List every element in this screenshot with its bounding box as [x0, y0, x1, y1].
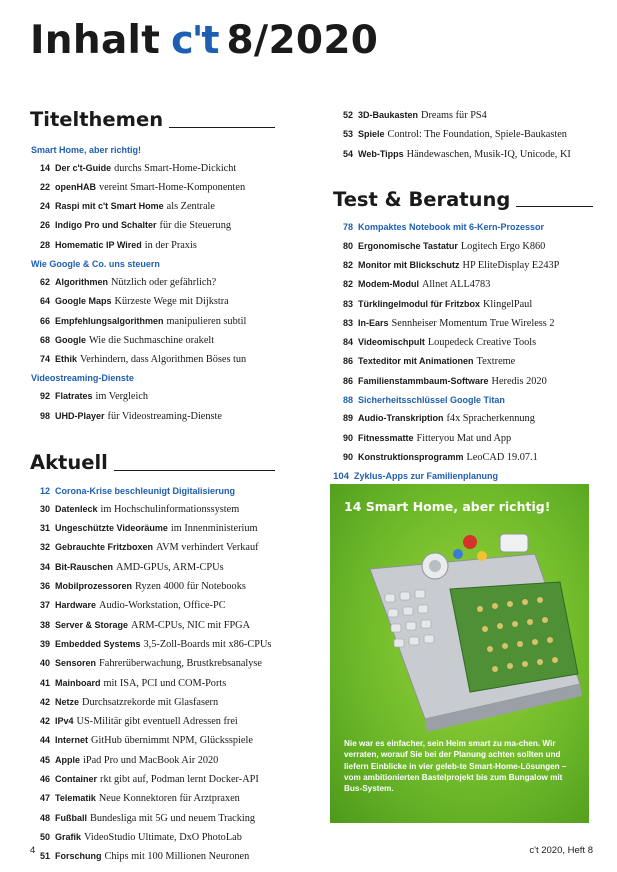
page-ref: 44 [39, 735, 50, 746]
entry-description: AMD-GPUs, ARM-CPUs [116, 561, 224, 573]
entry-description: im Vergleich [95, 391, 149, 403]
page-ref: 80 [342, 240, 353, 251]
entry-title: Zyklus-Apps zur Familienplanung [354, 471, 499, 482]
entry-description: KlingelPaul [483, 298, 533, 310]
entry-title: Bit-Rauschen [55, 561, 114, 572]
toc-entry[interactable] [333, 333, 593, 352]
entry-title: Ergonomische Tastatur [358, 240, 458, 251]
issue-info: c't 2020, Heft 8 [529, 845, 593, 856]
left-column [30, 110, 275, 867]
entry-title: Mainboard [55, 677, 101, 688]
page-ref: 53 [342, 129, 353, 140]
toc-entry[interactable] [30, 770, 275, 789]
section-rule [516, 206, 593, 207]
entry-title: Videomischpult [358, 337, 425, 348]
entry-description: Loupedeck Creative Tools [427, 337, 537, 349]
entry-description: 3,5-Zoll-Boards mit x86-CPUs [143, 638, 272, 650]
entry-description: Bundesliga mit 5G und neuem Tracking [90, 812, 256, 824]
entry-title: Indigo Pro und Schalter [55, 220, 157, 231]
entry-title: Web-Tipps [358, 148, 404, 159]
entry-description: Textreme [476, 356, 516, 368]
page-ref: 52 [342, 110, 353, 120]
page-ref: 90 [342, 432, 353, 443]
page-ref: 38 [39, 619, 50, 630]
toc-entry[interactable] [30, 828, 275, 847]
entry-title: Mobilprozessoren [55, 581, 133, 592]
entry-description: Logitech Ergo K860 [460, 240, 546, 252]
masthead [30, 16, 378, 64]
section-rule [169, 127, 275, 128]
toc-entry[interactable] [333, 145, 593, 164]
entry-description: Durchsatzrekorde mit Glasfasern [82, 696, 219, 708]
toc-entry[interactable] [30, 387, 275, 406]
page-ref: 42 [39, 696, 50, 707]
entry-title: Embedded Systems [55, 638, 141, 649]
entry-title: Grafik [55, 831, 82, 842]
entry-description: Dreams für PS4 [421, 110, 487, 121]
entry-title: Algorithmen [55, 276, 108, 287]
page-ref: 26 [39, 220, 50, 231]
toc-entry[interactable] [333, 372, 593, 391]
entry-description: Fitteryou Mat und App [416, 432, 512, 444]
entry-title: Ethik [55, 354, 78, 365]
entry-title: openHAB [55, 181, 96, 192]
page-ref: 28 [39, 239, 50, 250]
topic-group-label: Videostreaming-Dienste [31, 373, 134, 384]
toc-entry[interactable] [30, 482, 275, 500]
page-ref: 14 [39, 162, 50, 173]
toc-entry[interactable] [30, 407, 275, 426]
page-ref: 84 [342, 337, 353, 348]
page-ref: 40 [39, 658, 50, 669]
topic-group-label: Wie Google & Co. uns steuern [31, 258, 160, 269]
page-ref: 86 [342, 356, 353, 367]
entry-description: ARM-CPUs, NIC mit FPGA [131, 619, 251, 631]
page-ref: 45 [39, 754, 50, 765]
topic-group-label: Smart Home, aber richtig! [31, 144, 142, 155]
entry-description: Sennheiser Momentum True Wireless 2 [391, 317, 555, 329]
toc-entry[interactable] [30, 538, 275, 557]
page-ref: 64 [39, 296, 50, 307]
entry-title: Forschung [55, 851, 102, 862]
toc-entry[interactable] [333, 218, 593, 236]
toc-entry[interactable] [30, 273, 275, 292]
toc-entry[interactable] [30, 519, 275, 538]
page-ref: 66 [39, 315, 50, 326]
toc-entry[interactable] [30, 616, 275, 635]
entry-title: Server & Storage [55, 619, 129, 630]
page-ref: 90 [342, 451, 353, 462]
masthead-issue: 8/2020 [226, 17, 379, 63]
entry-title: Familienstammbaum-Software [358, 375, 489, 386]
page-ref: 48 [39, 812, 50, 823]
toc-entry[interactable] [30, 577, 275, 596]
page-ref: 74 [39, 354, 50, 365]
page-ref: 24 [39, 201, 50, 212]
toc-entry[interactable] [30, 751, 275, 770]
entry-title: Gebrauchte Fritzboxen [55, 542, 154, 553]
page-number: 4 [30, 845, 36, 856]
page-ref: 47 [39, 793, 50, 804]
entry-description: für die Steuerung [159, 220, 232, 232]
section-rule [114, 470, 275, 471]
entry-description: in der Praxis [144, 239, 197, 251]
section-heading: Test & Beratung [333, 187, 511, 211]
ct-logo: c't [171, 18, 218, 62]
toc-entry[interactable] [30, 350, 275, 369]
page-ref: 22 [39, 181, 50, 192]
entry-title: IPv4 [55, 716, 74, 727]
page-ref: 34 [39, 561, 50, 572]
entry-title: Hardware [55, 600, 97, 611]
cover-text: Nie war es einfacher, sein Heim smart zu ma-chen. Wir verraten, worauf Sie bei der Planung achten sollten und liefern Einblicke in vier geleb-te Smart-Home-Lösungen – vom ambitionierten Bastelprojekt bis zum Bungalow mit Bus-System. [344, 739, 567, 794]
page-ref: 83 [342, 317, 353, 328]
section-heading: Titelthemen [30, 108, 164, 131]
toc-entry[interactable] [30, 312, 275, 331]
entry-title: Telematik [55, 793, 96, 804]
entry-title: Raspi mit c't Smart Home [55, 201, 164, 212]
toc-entry[interactable] [333, 275, 593, 294]
page-ref: 36 [39, 581, 50, 592]
entry-description: f4x Spracherkennung [446, 413, 535, 425]
entry-title: Corona-Krise beschleunigt Digitalisierung [55, 485, 236, 496]
entry-title: Internet [55, 735, 89, 746]
page-ref: 104 [333, 471, 349, 483]
entry-title: Kompaktes Notebook mit 6-Kern-Prozessor [358, 222, 545, 233]
toc-entry[interactable] [333, 352, 593, 371]
toc-entry[interactable] [333, 409, 593, 428]
page-ref: 68 [39, 334, 50, 345]
entry-title: Ungeschützte Videoräume [55, 523, 168, 534]
entry-title: Netze [55, 696, 80, 707]
page-ref: 30 [39, 503, 50, 514]
entry-description: manipulieren subtil [166, 315, 247, 327]
entry-description: VideoStudio Ultimate, DxO PhotoLab [84, 831, 242, 843]
page-ref: 98 [39, 410, 50, 421]
toc-entry[interactable] [30, 159, 275, 178]
entry-title: Google Maps [55, 296, 112, 307]
toc-entry[interactable] [30, 635, 275, 654]
page-ref: 41 [39, 677, 50, 688]
entry-title: Türklingelmodul für Fritzbox [358, 298, 480, 309]
entry-title: Homematic IP Wired [55, 239, 142, 250]
toc-entry[interactable] [30, 654, 275, 673]
toc-entry[interactable] [30, 847, 275, 866]
entry-title: Fußball [55, 812, 87, 823]
entry-description: Control: The Foundation, Spiele-Baukasten [387, 129, 567, 141]
toc-entry[interactable] [30, 197, 275, 216]
page-ref: 83 [342, 298, 353, 309]
entry-description: Verhindern, dass Algorithmen Böses tun [80, 354, 247, 366]
page-ref: 46 [39, 774, 50, 785]
entry-title: Apple [55, 754, 81, 765]
entry-description: Chips mit 100 Millionen Neuronen [104, 851, 250, 863]
toc-entry[interactable] [30, 292, 275, 311]
toc-entry[interactable] [30, 674, 275, 693]
section-aktuell [30, 453, 275, 473]
entry-description: LeoCAD 19.07.1 [466, 451, 538, 463]
page-ref: 89 [342, 413, 353, 424]
toc-entry[interactable] [30, 236, 275, 255]
entry-description: für Videostreaming-Dienste [107, 410, 222, 422]
entry-title: 3D-Baukasten [358, 110, 419, 120]
entry-title: Spiele [358, 129, 385, 140]
toc-entry[interactable] [333, 237, 593, 256]
entry-description: Wie die Suchmaschine orakelt [89, 334, 215, 346]
page-ref: 92 [39, 391, 50, 402]
toc-entry[interactable] [333, 256, 593, 275]
entry-description: Audio-Workstation, Office-PC [99, 600, 226, 612]
page-ref: 50 [39, 831, 50, 842]
entry-description: im Hochschulinformationssystem [100, 503, 240, 515]
entry-description: HP EliteDisplay E243P [462, 259, 560, 271]
toc-entry[interactable] [333, 429, 593, 448]
entry-description: Ryzen 4000 für Notebooks [135, 581, 246, 593]
entry-description: Händewaschen, Musik-IQ, Unicode, KI [406, 148, 571, 160]
cover-teaser[interactable] [330, 484, 589, 823]
page-ref: 31 [39, 523, 50, 534]
toc-entry[interactable] [333, 106, 593, 125]
entry-description: Neue Konnektoren für Arztpraxen [98, 793, 240, 805]
right-column [333, 110, 593, 487]
entry-description: als Zentrale [166, 201, 215, 213]
toc-entry[interactable] [30, 558, 275, 577]
entry-title: Texteditor mit Animationen [358, 356, 474, 367]
entry-description: Allnet ALL4783 [422, 279, 491, 291]
entry-title: UHD-Player [55, 410, 105, 421]
entry-title: Sicherheitsschlüssel Google Titan [358, 395, 505, 406]
entry-description: Kürzeste Wege mit Dijkstra [114, 296, 229, 308]
entry-title: Sensoren [55, 658, 97, 669]
toc-entry[interactable] [333, 314, 593, 333]
entry-title: Google [55, 334, 86, 345]
entry-description: rkt gibt auf, Podman lernt Docker-API [100, 774, 259, 786]
toc-entry[interactable] [30, 809, 275, 828]
toc-entry[interactable] [30, 500, 275, 519]
toc-entry[interactable] [30, 731, 275, 750]
page-ref: 54 [342, 148, 353, 159]
cover-title: 14 Smart Home, aber richtig! [344, 499, 551, 514]
entry-description: iPad Pro und MacBook Air 2020 [83, 754, 219, 766]
toc-entry[interactable] [333, 295, 593, 314]
entry-title: Der c't-Guide [55, 162, 112, 173]
entry-description: im Innenministerium [170, 523, 258, 535]
toc-entry[interactable] [333, 125, 593, 144]
entry-title: Audio-Transkription [358, 413, 444, 424]
toc-entry[interactable] [333, 448, 593, 467]
entry-description: Heredis 2020 [491, 375, 547, 387]
toc-entry[interactable] [30, 331, 275, 350]
toc-entry[interactable] [30, 216, 275, 235]
entry-title: Empfehlungsalgorithmen [55, 315, 164, 326]
entry-description: durchs Smart-Home-Dickicht [114, 162, 237, 174]
page-ref: 86 [342, 375, 353, 386]
entry-title: Modem-Modul [358, 279, 419, 290]
entry-title: Datenleck [55, 503, 98, 514]
entry-description: mit ISA, PCI und COM-Ports [103, 677, 227, 689]
page-ref: 12 [39, 485, 50, 496]
toc-entry[interactable] [30, 789, 275, 808]
entry-title: Monitor mit Blickschutz [358, 259, 460, 270]
page-ref: 78 [342, 222, 353, 233]
toc-entry[interactable] [333, 391, 593, 409]
page-ref: 37 [39, 600, 50, 611]
page-ref: 32 [39, 542, 50, 553]
page-ref: 42 [39, 716, 50, 727]
toc-entry[interactable] [30, 693, 275, 712]
masthead-title: Inhalt [30, 17, 161, 63]
section-test-beratung [333, 187, 593, 211]
section-heading: Aktuell [30, 451, 108, 475]
entry-title: Fitnessmatte [358, 432, 414, 443]
page-ref: 51 [39, 851, 50, 862]
entry-description: vereint Smart-Home-Komponenten [99, 181, 246, 193]
entry-title: Konstruktionsprogramm [358, 451, 464, 462]
page-ref: 88 [342, 395, 353, 406]
entry-title: Flatrates [55, 391, 93, 402]
entry-description: Nützlich oder gefährlich? [111, 276, 217, 288]
page-ref: 82 [342, 279, 353, 290]
page-ref: 39 [39, 638, 50, 649]
entry-description: Fahrerüberwachung, Brustkrebsanalyse [99, 658, 262, 670]
page-ref: 62 [39, 276, 50, 287]
entry-title: In-Ears [358, 317, 389, 328]
section-titelthemen [30, 110, 275, 130]
entry-description: GitHub übernimmt NPM, Glücksspiele [91, 735, 253, 747]
entry-description: US-Militär gibt eventuell Adressen frei [76, 716, 238, 728]
entry-title: Container [55, 774, 98, 785]
entry-description: AVM verhindert Verkauf [156, 542, 259, 554]
toc-entry[interactable] [30, 712, 275, 731]
toc-entry[interactable] [30, 596, 275, 615]
page-ref: 82 [342, 259, 353, 270]
toc-entry[interactable] [30, 178, 275, 197]
